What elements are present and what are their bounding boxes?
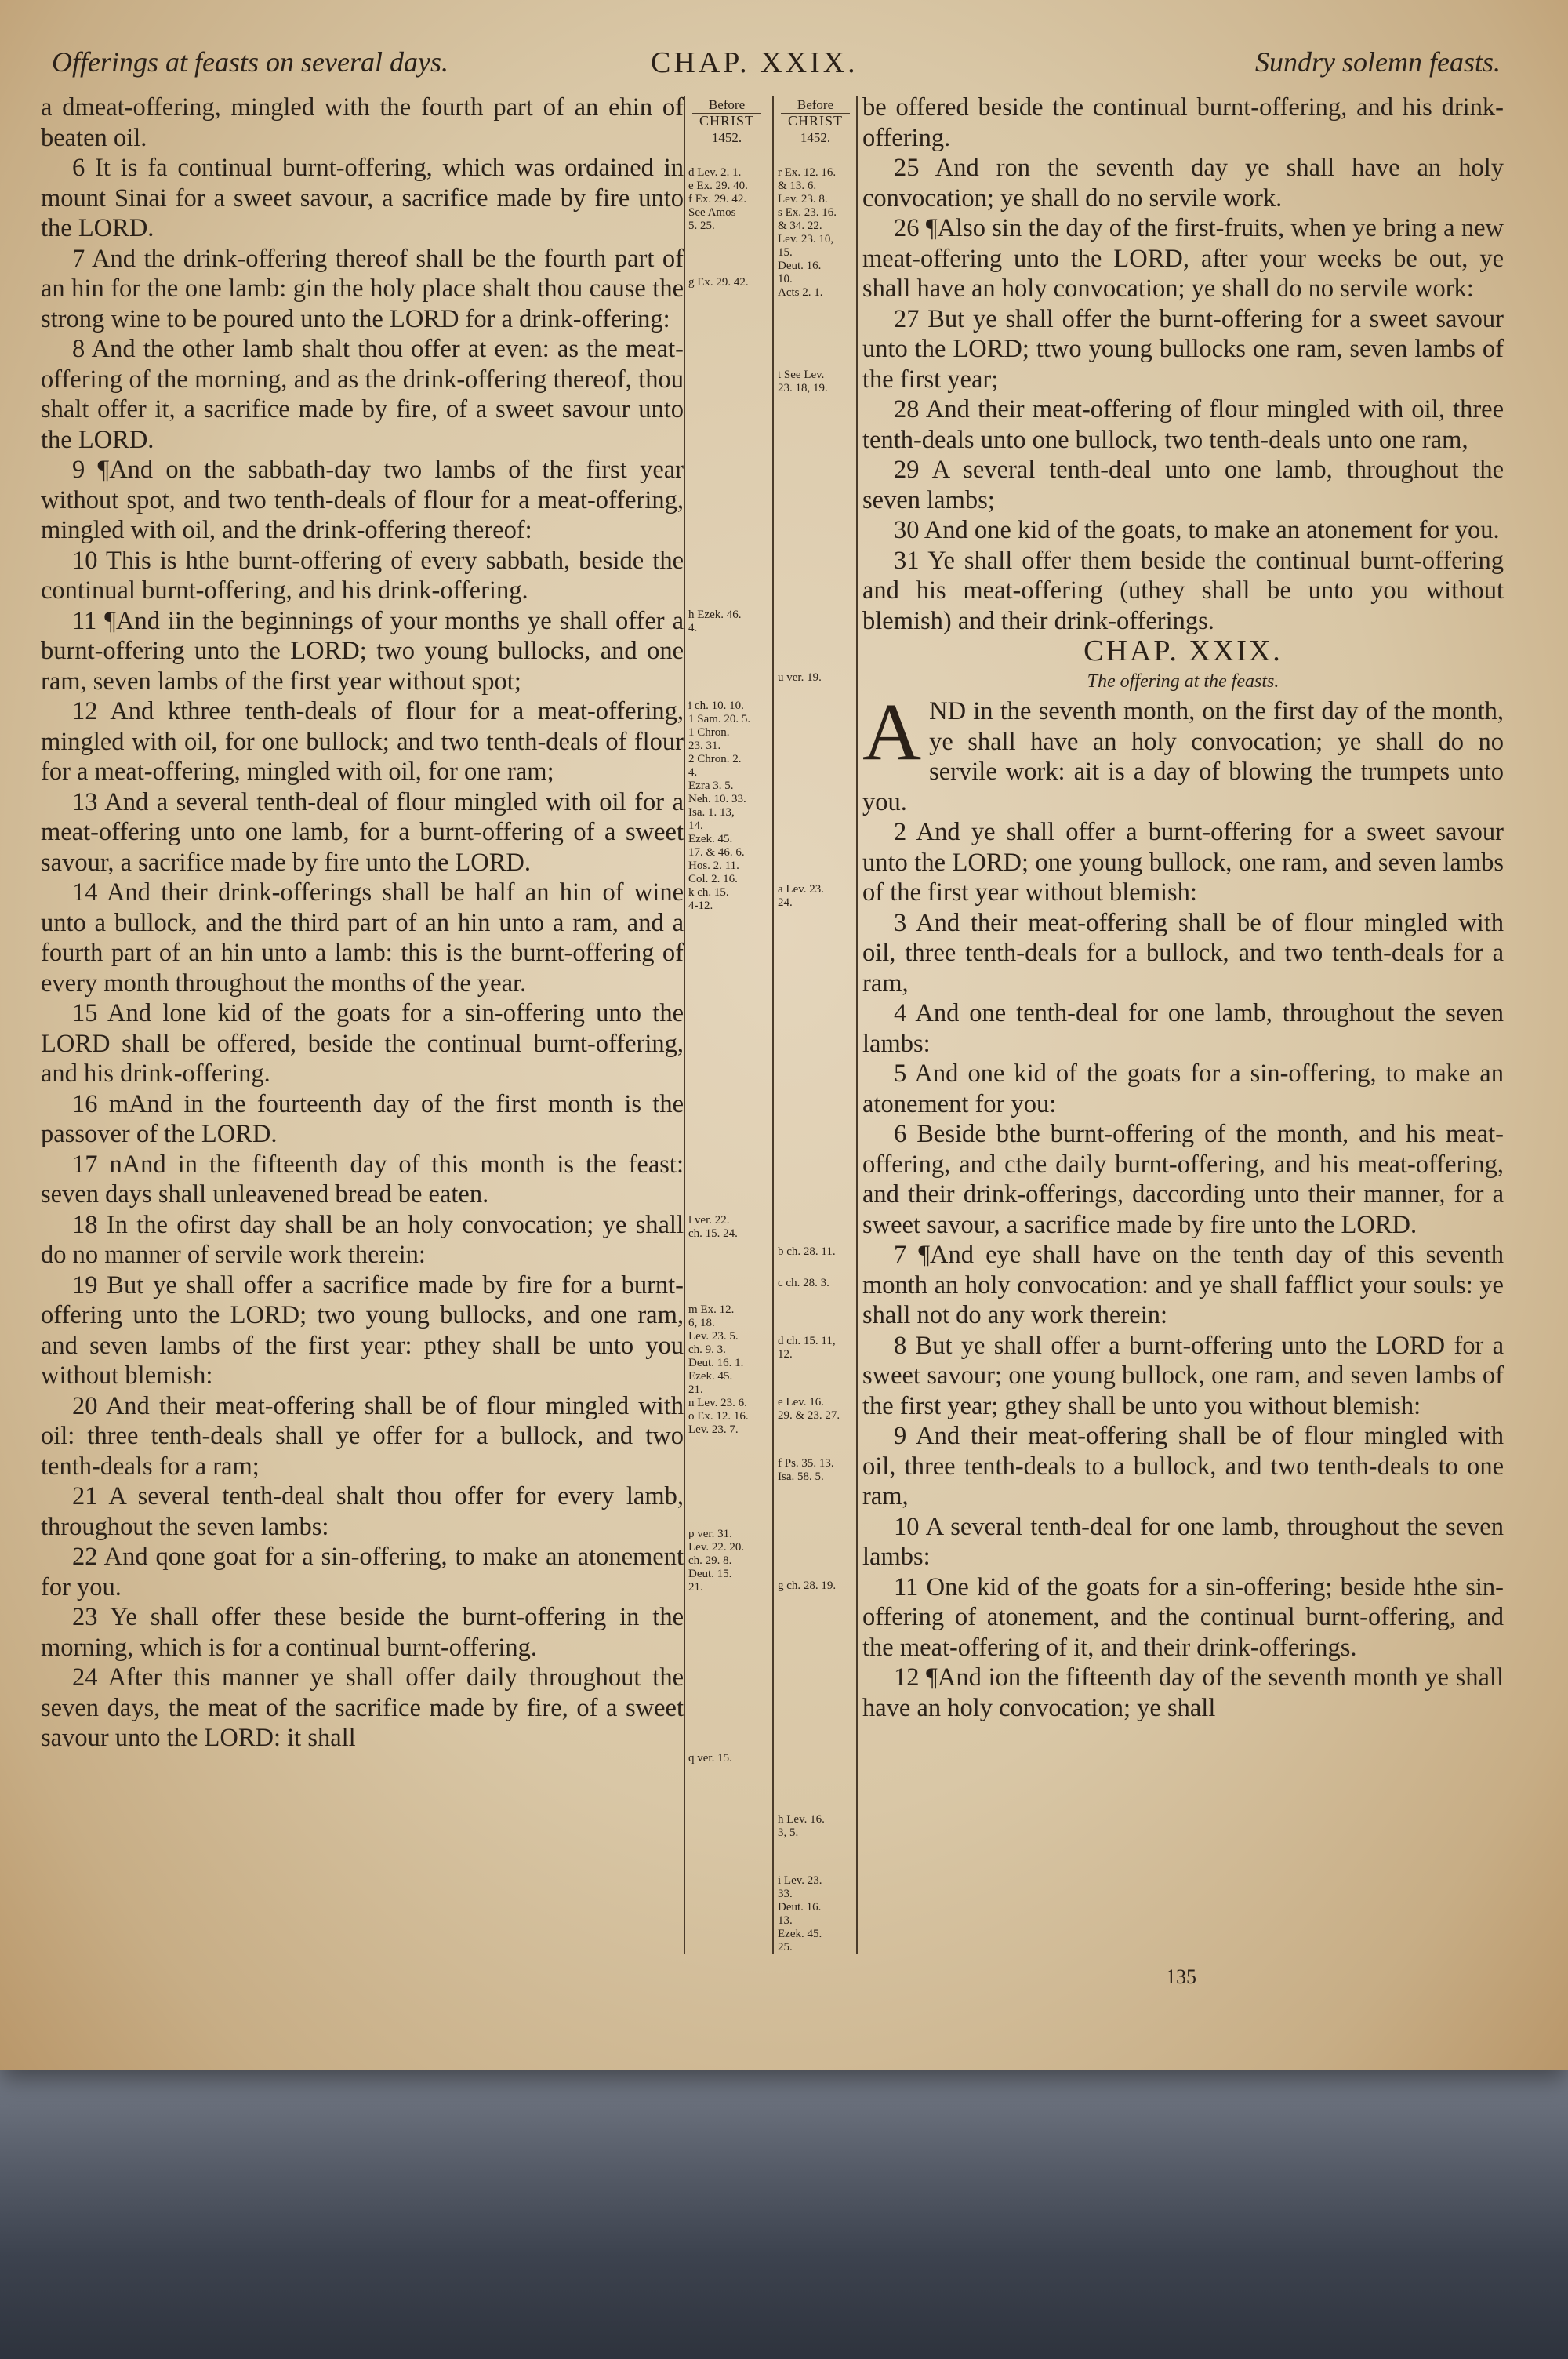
drop-cap: A [862,687,922,777]
running-head-left: Offerings at feasts on several days. [52,46,448,78]
chapter-summary: The offering at the feasts. [1087,671,1279,692]
verse: 3 And their meat-offering shall be of flour mingled with oil, three tenth-deals for a bullock, and two tenth-deals for a ram, [862,908,1504,998]
marginal-reference: i Lev. 23. 33. Deut. 16. 13. Ezek. 45. 25. [778,1874,822,1954]
verse: 13 And a several tenth-deal of flour mingled with oil for a meat-offering unto one lamb, for a burnt-offering of a sweet savour, a sacrifice made by fire unto the LORD. [41,787,684,877]
verse: 6 It is fa continual burnt-offering, which was ordained in mount Sinai for a sweet savour, a sacrifice made by fire unto the LORD. [41,154,684,242]
marginal-reference: q ver. 15. [688,1752,732,1765]
chapter-title: CHAP. XXIX. [1083,634,1283,667]
marginal-reference: h Lev. 16. 3, 5. [778,1813,825,1839]
verse [862,687,1504,817]
verse: 14 And their drink-offerings shall be half an hin of wine unto a bullock, and the third part of an hin unto a ram, and a fourth part of an hin unto a lamb: this is the burnt-offering of every month throughout the months of the year. [41,878,684,998]
marginal-reference: r Ex. 12. 16. & 13. 6. Lev. 23. 8. s Ex. 23. 16. & 34. 22. Lev. 23. 10, 15. Deut. 16. 10. Acts 2. 1. [778,166,837,299]
verse: 10 A several tenth-deal for one lamb, throughout the seven lambs: [862,1512,1504,1571]
marginal-reference: e Lev. 16. 29. & 23. 27. [778,1396,840,1422]
verse: 18 In the ofirst day shall be an holy convocation; ye shall do no manner of servile work therein: [41,1210,684,1269]
verse: 5 And one kid of the goats for a sin-offering, to make an atonement for you: [862,1060,1504,1118]
marginal-reference: g ch. 28. 19. [778,1579,837,1592]
verse: 22 And qone goat for a sin-offering, to make an atonement for you. [41,1543,684,1601]
verse: 12 And kthree tenth-deals of flour for a meat-offering, mingled with oil, for one bullock; and two tenth-deals of flour for a meat-offering, mingled with oil, for one ram; [41,697,684,786]
before-christ-label: Before CHRIST 1452. [776,97,855,145]
verse: 9 ¶And on the sabbath-day two lambs of the first year without spot, and two tenth-deals of flour for a meat-offering, mingled with oil, and the drink-offering thereof: [41,456,684,544]
marginal-reference: c ch. 28. 3. [778,1277,829,1289]
marginal-reference: b ch. 28. 11. [778,1245,836,1258]
marginal-reference: d ch. 15. 11, 12. [778,1335,836,1361]
verse: 4 And one tenth-deal for one lamb, throughout the seven lambs: [862,999,1504,1058]
verse: 2 And ye shall offer a burnt-offering for a sweet savour unto the LORD; one young bullock, one ram, and seven lambs of the first year without blemish: [862,818,1504,907]
verse: 20 And their meat-offering shall be of flour mingled with oil: three tenth-deals shall ye offer for a bullock, and two tenth-deals for a ram; [41,1391,684,1481]
verse: 26 ¶Also sin the day of the first-fruits, when ye bring a new meat-offering unto the LORD, after your weeks be out, ye shall have an holy convocation; ye shall do no servile work: [862,214,1504,303]
marginal-reference: l ver. 22. ch. 15. 24. [688,1214,738,1240]
marginal-reference: a Lev. 23. 24. [778,883,825,909]
column-rule [772,96,774,1954]
column-rule [856,96,858,1954]
running-head-right: Sundry solemn feasts. [1255,46,1501,78]
verse-text: ND in the seventh month, on the first day of the month, ye shall have an holy convocation; ye shall do no servile work: ait is a day of blowing the trumpets unto you. [862,697,1504,816]
marginal-reference: h Ezek. 46. 4. [688,609,742,634]
verse: 8 But ye shall offer a burnt-offering unto the LORD for a sweet savour; one young bullock, one ram, and seven lambs of the first year; gthey shall be unto you without blemish: [862,1331,1504,1420]
chapter-heading: CHAP. XXIX. [651,46,858,79]
verse: 8 And the other lamb shalt thou offer at even: as the meat-offering of the morning, and as the drink-offering thereof, thou shalt offer it, a sacrifice made by fire, of a sweet savour unto the LORD. [41,335,684,454]
right-text-column [862,93,1504,1723]
verse: 10 This is hthe burnt-offering of every sabbath, beside the continual burnt-offering, and his drink-offering. [41,546,684,605]
verse: 6 Beside bthe burnt-offering of the month, and his meat-offering, and cthe daily burnt-offering, and his meat-offering, and their drink-offerings, daccording unto their manner, for a sweet savour, a sacrifice made by fire unto the LORD. [862,1120,1504,1239]
marginal-reference: i ch. 10. 10. 1 Sam. 20. 5. 1 Chron. 23. 31. 2 Chron. 2. 4. Ezra 3. 5. Neh. 10. 33. Isa. 1. 13, 14. Ezek. 45. 17. & 46. 6. Hos. 2. 11. Col. 2. 16. k ch. 15. 4-12. [688,700,751,912]
verse: 24 After this manner ye shall offer daily throughout the seven days, the meat of the sacrifice made by fire, of a sweet savour unto the LORD: it shall [41,1663,684,1752]
left-text-column [41,93,684,1754]
verse: 30 And one kid of the goats, to make an atonement for you. [894,516,1500,544]
verse: 29 A several tenth-deal unto one lamb, throughout the seven lambs; [862,456,1504,514]
verse: a dmeat-offering, mingled with the fourth part of an ehin of beaten oil. [41,93,684,152]
verse: 23 Ye shall offer these beside the burnt-offering in the morning, which is for a continual burnt-offering. [41,1603,684,1662]
verse: 31 Ye shall offer them beside the continual burnt-offering and his meat-offering (uthey shall be unto you without blemish) and their drink-offerings. [862,546,1504,635]
verse: 25 And ron the seventh day ye shall have an holy convocation; ye shall do no servile work. [862,154,1504,213]
verse: 27 But ye shall offer the burnt-offering for a sweet savour unto the LORD; ttwo young bullocks one ram, seven lambs of the first year; [862,304,1504,394]
verse: 17 nAnd in the fifteenth day of this month is the feast: seven days shall unleavened bread be eaten. [41,1150,684,1209]
verse: 11 ¶And iin the beginnings of your months ye shall offer a burnt-offering unto the LORD; two young bullocks, and one ram, seven lambs of the first year without spot; [41,606,684,696]
verse: 15 And lone kid of the goats for a sin-offering unto the LORD shall be offered, beside the continual burnt-offering, and his drink-offering. [41,999,684,1088]
verse: 7 And the drink-offering thereof shall be the fourth part of an hin for the one lamb: gin the holy place shalt thou cause the strong wine to be poured unto the LORD for a drink-offering: [41,244,684,333]
page-number: 135 [1166,1965,1196,1988]
verse: 28 And their meat-offering of flour mingled with oil, three tenth-deals unto one bullock, two tenth-deals unto one ram, [862,395,1504,454]
verse: 7 ¶And eye shall have on the tenth day of this seventh month an holy convocation: and ye shall fafflict your souls: ye shall not do any work therein: [862,1241,1504,1329]
marginal-reference: t See Lev. 23. 18, 19. [778,369,828,394]
marginal-reference: u ver. 19. [778,671,822,684]
marginal-reference: m Ex. 12. 6, 18. Lev. 23. 5. ch. 9. 3. Deut. 16. 1. Ezek. 45. 21. n Lev. 23. 6. o Ex. 12. 16. Lev. 23. 7. [688,1303,749,1436]
verse: 9 And their meat-offering shall be of flour mingled with oil, three tenth-deals to a bullock, and two tenth-deals to one ram, [862,1422,1504,1510]
verse: 16 mAnd in the fourteenth day of the first month is the passover of the LORD. [41,1089,684,1148]
column-rule [684,96,685,1954]
before-christ-label: Before CHRIST 1452. [688,97,766,145]
marginal-reference: f Ps. 35. 13. Isa. 58. 5. [778,1457,834,1483]
marginal-reference: d Lev. 2. 1. e Ex. 29. 40. f Ex. 29. 42. See Amos 5. 25. [688,166,748,232]
verse: 21 A several tenth-deal shalt thou offer for every lamb, throughout the seven lambs: [41,1482,684,1541]
verse: 12 ¶And ion the fifteenth day of the seventh month ye shall have an holy convocation; ye shall [862,1663,1504,1722]
verse: be offered beside the continual burnt-offering, and his drink-offering. [862,93,1504,152]
verse: 11 One kid of the goats for a sin-offering; beside hthe sin-offering of atonement, and the continual burnt-offering, and the meat-offering of it, and their drink-offerings. [862,1572,1504,1662]
marginal-reference: g Ex. 29. 42. [688,276,749,289]
verse: 19 But ye shall offer a sacrifice made by fire for a burnt-offering unto the LORD; two young bullocks, and one ram, and seven lambs of the first year: pthey shall be unto you without blemish: [41,1270,684,1390]
marginal-reference: p ver. 31. Lev. 22. 20. ch. 29. 8. Deut. 15. 21. [688,1528,745,1594]
